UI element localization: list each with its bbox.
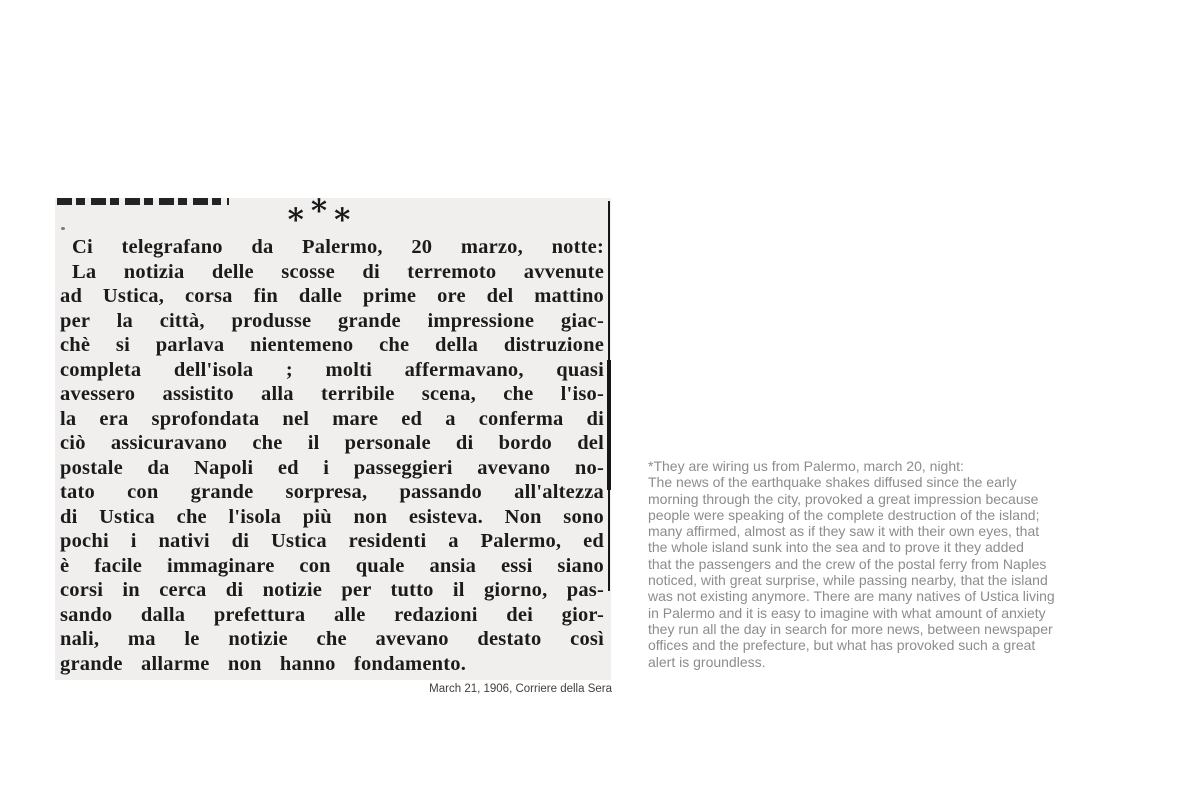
column-rule-thick-segment [607, 360, 611, 490]
text-line: nali, ma le notizie che avevano destato così [60, 628, 604, 650]
text-line: noticed, with great surprise, while passing nearby, that the island [648, 572, 1048, 589]
text-line: grande allarme non hanno fondamento. [60, 652, 467, 675]
asterisk-icon: * [287, 202, 304, 238]
text-line: chè si parlava nientemeno che della distruzione [60, 334, 604, 356]
text-line: pochi i nativi di Ustica residenti a Palermo, ed [60, 530, 604, 552]
text-line: ad Ustica, corsa fin dalle prime ore del mattino [60, 285, 604, 307]
translation-text [648, 458, 1128, 670]
newspaper-clipping [55, 193, 611, 680]
text-line: many affirmed, almost as if they saw it with their own eyes, that [648, 523, 1040, 540]
text-line: The news of the earthquake shakes diffused since the early [648, 474, 1017, 491]
text-line: è facile immaginare con quale ansia essi siano [60, 554, 604, 577]
text-line: was not existing anymore. There are many natives of Ustica living [648, 588, 1055, 605]
text-line: offices and the prefecture, but what has provoked such a great [648, 637, 1036, 654]
clipping-caption: March 21, 1906, Corriere della Sera [429, 683, 612, 695]
text-line: alert is groundless. [648, 653, 766, 670]
text-line: corsi in cerca di notizie per tutto il giorno, pas- [60, 579, 604, 601]
asterisk-icon: * [334, 202, 351, 238]
text-line: la era sprofondata nel mare ed a conferma di [60, 407, 604, 430]
text-line: in Palermo and it is easy to imagine with what amount of anxiety [648, 604, 1046, 621]
text-line: La notizia delle scosse di terremoto avvenute [72, 260, 604, 283]
text-line: that the passengers and the crew of the postal ferry from Naples [648, 555, 1047, 572]
text-line: ciò assicuravano che il personale di bordo del [60, 432, 604, 454]
asterisk-icon: * [310, 193, 328, 229]
text-line: Ci telegrafano da Palermo, 20 marzo, notte: [72, 236, 604, 258]
text-line: tato con grande sorpresa, passando all'altezza [60, 481, 604, 503]
text-line: *They are wiring us from Palermo, march 20, night: [648, 458, 964, 474]
text-line: the whole island sunk into the sea and to prove it they added [648, 539, 1024, 556]
text-line: di Ustica che l'isola più non esisteva. Non sono [60, 505, 604, 528]
text-line: per la città, produsse grande impressione giac- [60, 309, 604, 332]
text-line: they run all the day in search for more news, between newspaper [648, 620, 1053, 637]
clipping-article-text [60, 235, 604, 676]
text-line: postale da Napoli ed i passeggieri avevano no- [60, 456, 604, 479]
text-line: sando dalla prefettura alle redazioni dei gior- [60, 603, 604, 626]
text-line: completa dell'isola ; molti affermavano, quasi [60, 358, 604, 381]
text-line: people were speaking of the complete destruction of the island; [648, 506, 1040, 523]
text-line: avessero assistito alla terribile scena, che l'iso- [60, 383, 604, 405]
asterism-ornament [41, 193, 597, 238]
text-line: morning through the city, provoked a great impression because [648, 490, 1039, 507]
